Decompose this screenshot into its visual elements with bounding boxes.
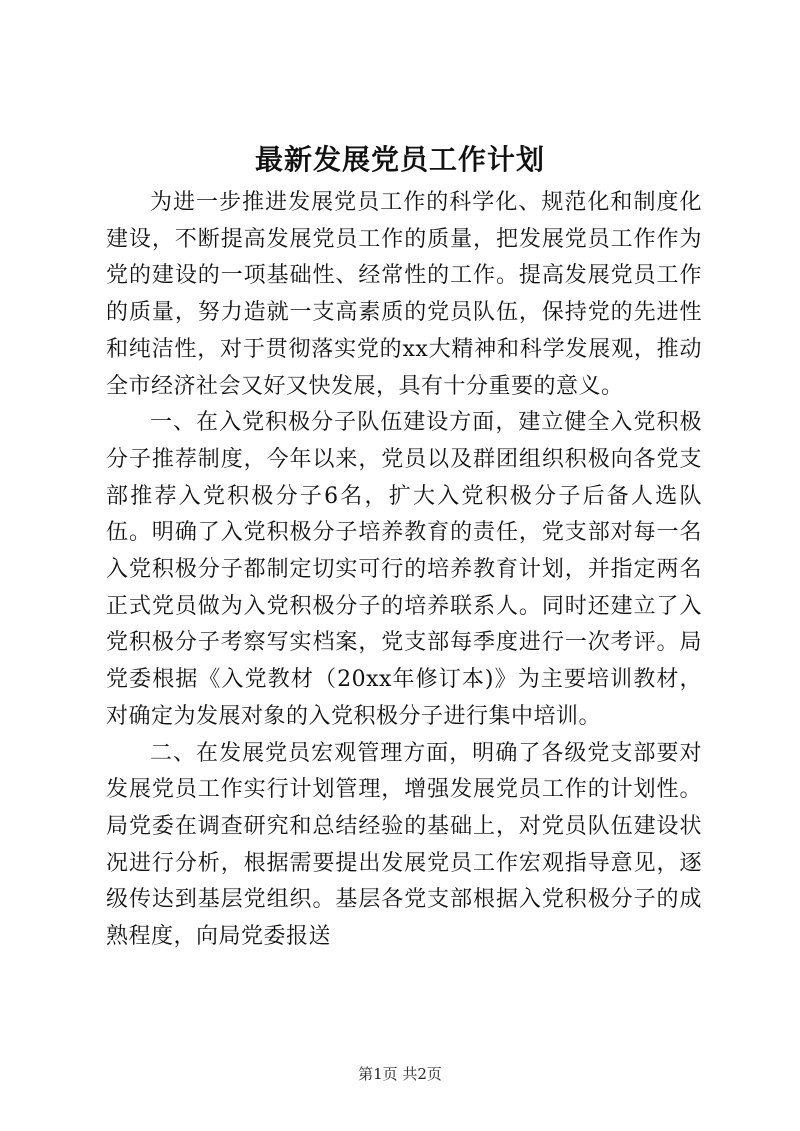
paragraph-section-2: 二、在发展党员宏观管理方面，明确了各级党支部要对发展党员工作实行计划管理，增强发展党员工作的计划性。局党委在调查研究和总结经验的基础上，对党员队伍建设状况进行分析，根据需要提出发展党员工作宏观指导意见，逐级传达到基层党组织。基层各党支部根据入党积极分子的成熟程度，向局党委报送 bbox=[106, 740, 702, 950]
document-title: 最新发展党员工作计划 bbox=[254, 143, 545, 176]
page-number-footer: 第1页 共2页 bbox=[358, 1065, 442, 1083]
paragraph-intro: 为进一步推进发展党员工作的科学化、规范化和制度化建设，不断提高发展党员工作的质量，把发展党员工作作为党的建设的一项基础性、经常性的工作。提高发展党员工作的质量，努力造就一支高素质的党员队伍，保持党的先进性和纯洁性，对于贯彻落实党的xx大精神和科学发展观，推动全市经济社会又好又快发展，具有十分重要的意义。 bbox=[106, 190, 702, 399]
document-body bbox=[106, 185, 702, 956]
paragraph-section-1: 一、在入党积极分子队伍建设方面，建立健全入党积极分子推荐制度，今年以来，党员以及群团组织积极向各党支部推荐入党积极分子6名，扩大入党积极分子后备人选队伍。明确了入党积极分子培养教育的责任，党支部对每一名入党积极分子都制定切实可行的培养教育计划，并指定两名正式党员做为入党积极分子的培养联系人。同时还建立了入党积极分子考察写实档案，党支部每季度进行一次考评。局党委根据《入党教材（20xx年修订本)》为主要培训教材，对确定为发展对象的入党积极分子进行集中培训。 bbox=[106, 410, 702, 729]
